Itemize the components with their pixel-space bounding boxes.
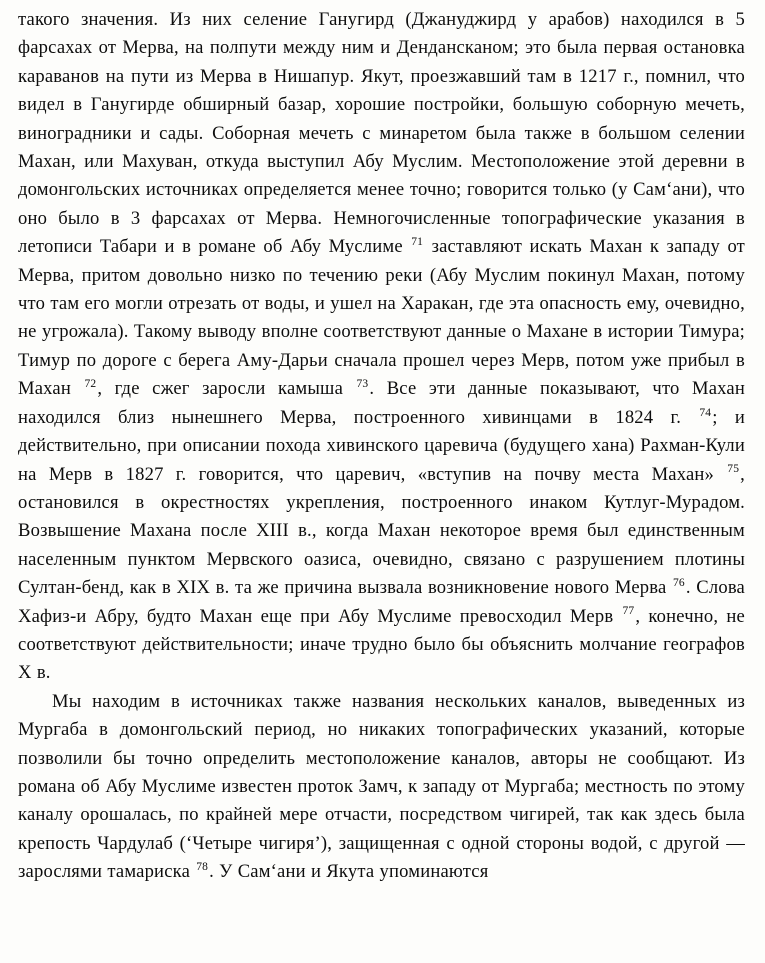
footnote-marker: 75 — [727, 463, 740, 476]
footnote-marker: 71 — [411, 236, 424, 249]
paragraph-2: Мы находим в источниках также названия нескольких каналов, выведенных из Мургаба в домонгольский период, но никаких топографических указаний, которые позволили бы точно определить местоположение каналов, авторы не сообщают. Из романа об Абу Муслиме известен проток Замч, к западу от Мургаба; местность по этому каналу орошалась, по крайней мере отчасти, посредством чигирей, так как здесь была крепость Чардулаб (‘Четыре чигиря’), защищенная с одной стороны водой, с другой — зарослями тамариска $^{78}$. У Сам‘ани и Якута упоминаются — [18, 690, 745, 883]
footnote-marker: 76 — [673, 576, 685, 589]
document-text-body — [18, 6, 745, 887]
footnote-marker: 77 — [622, 605, 635, 618]
footnote-marker: 72 — [84, 378, 97, 391]
footnote-marker: 73 — [356, 378, 369, 391]
footnote-marker: 78 — [196, 861, 209, 873]
footnote-marker: 74 — [699, 406, 712, 419]
paragraph-1: такого значения. Из них селение Ганугирд (Джануджирд у арабов) находился в 5 фарсахах от Мерва, на полпути между ним и Дендансканом; это была первая остановка караванов на пути из Мерва в Нишапур. Якут, проезжавший там в 1217 г., помнил, что видел в Ганугирде обширный базар, хорошие постройки, большую соборную мечеть, виноградники и сады. Соборная мечеть с минаретом была также в большом селении Махан, или Махуван, откуда выступил Абу Муслим. Местоположение этой деревни в домонгольских источниках определяется менее точно; говорится только (у Сам‘ани), что оно было в 3 фарсахах от Мерва. Немногочисленные топографические указания в летописи Табари и в романе об Абу Муслиме $^{71}$ заставляют искать Махан к западу от Мерва, притом довольно низко по течению реки (Абу Муслим покинул Махан, потому что там его могли отрезать от воды, и ушел на Харакан, где эта опасность ему, очевидно, не угрожала). Такому выводу вполне соответствуют данные о Махане в истории Тимура; Тимур по дороге с берега Аму-Дарьи сначала прошел через Мерв, потом уже прибыл в Махан $^{72}$, где сжег заросли камыша $^{73}$. Все эти данные показывают, что Махан находился близ нынешнего Мерва, построенного хивинцами в 1824 г. $^{74}$; и действительно, при описании похода хивинского царевича (будущего хана) Рахман-Кули на Мерв в 1827 г. говорится, что царевич, «вступив на почву места Махан» $^{75}$, остановился в окрестностях укрепления, построенного инаком Кутлуг-Мурадом. Возвышение Махана после XIII в., когда Махан некоторое время был единственным населенным пунктом Мервского оазиса, очевидно, связано с разрушением плотины Султан-бенд, как в XIX в. та же причина вызвала возникновение нового Мерва $^{76}$. Слова Хафиз-и Абру, будто Махан еще при Абу Муслиме превосходил Мерв $^{77}$, конечно, не соответствуют действительности; иначе трудно было бы объяснить молчание географов X в. — [18, 9, 745, 684]
